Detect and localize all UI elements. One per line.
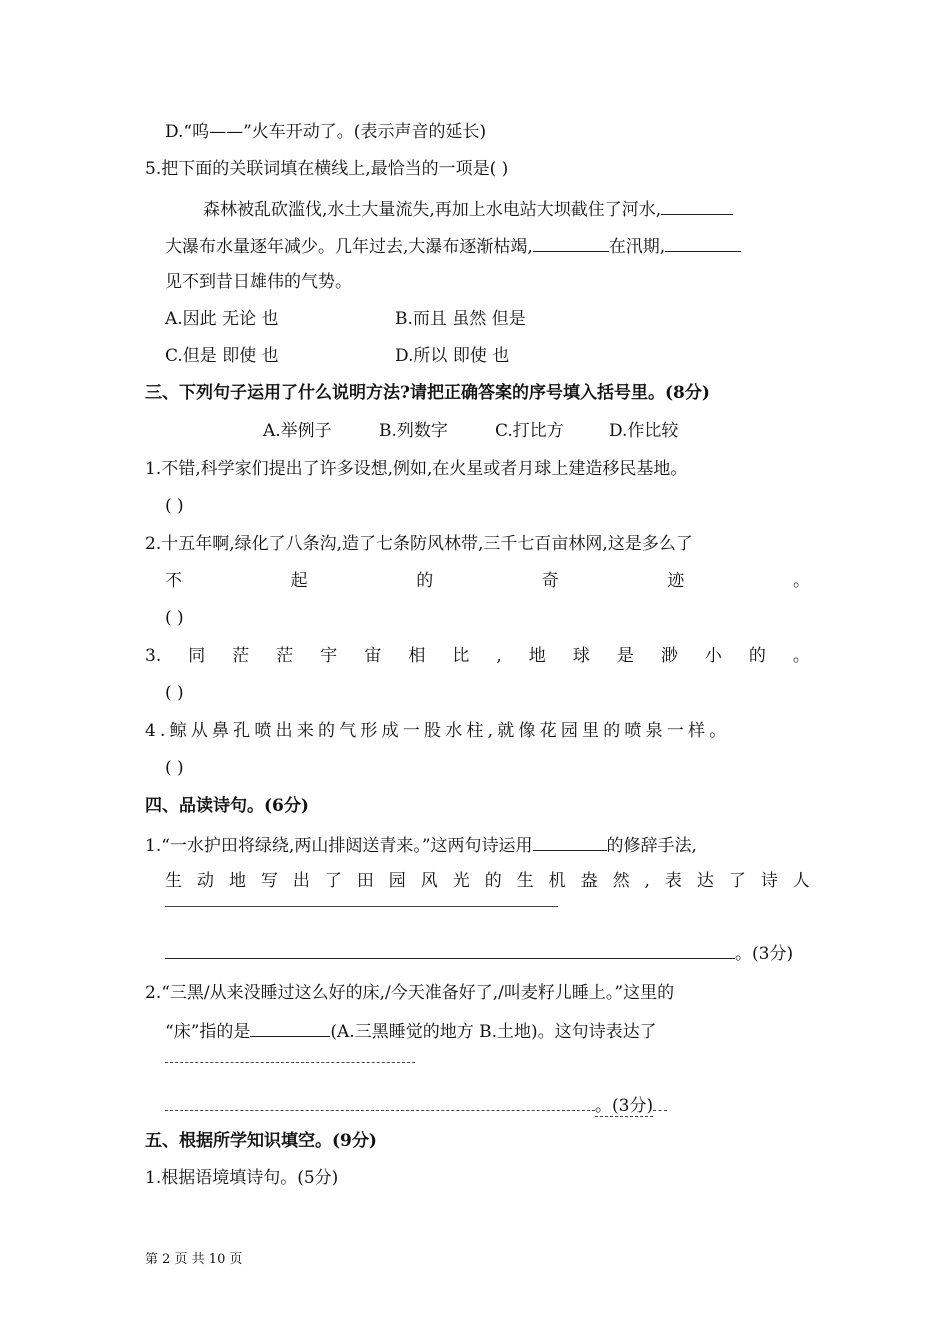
char: 比 — [452, 646, 470, 666]
char: 田 — [356, 871, 374, 891]
s4-q2-blank[interactable] — [250, 1018, 330, 1037]
char: 同 — [188, 646, 206, 666]
char: 了 — [324, 871, 342, 891]
char: 是 — [616, 646, 634, 666]
char: 的 — [748, 646, 766, 666]
q5-option-a: A.因此 无论 也 — [165, 309, 279, 329]
q5-blank-1[interactable] — [661, 196, 733, 215]
char: 。 — [792, 646, 810, 666]
s4-q2-line2 — [165, 1018, 810, 1044]
s3-q4-answer-paren[interactable]: ( ) — [165, 758, 184, 778]
q5-passage-text1: 森林被乱砍滥伐,水土大量流失,再加上水电站大坝截住了河水, — [203, 200, 662, 220]
char: 动 — [196, 871, 214, 891]
q5-blank-2[interactable] — [533, 233, 609, 252]
s3-q4: 4.鲸从鼻孔喷出来的气形成一股水柱,就像花园里的喷泉一样。 — [145, 721, 731, 741]
s5-q1: 1.根据语境填诗句。(5分) — [145, 1168, 339, 1188]
char: 球 — [572, 646, 590, 666]
s4-q2-answer-line-2[interactable] — [165, 1092, 595, 1111]
char: 宇 — [320, 646, 338, 666]
char: 了 — [728, 871, 746, 891]
char: 生 — [516, 871, 534, 891]
char: 盎 — [580, 871, 598, 891]
char: 渺 — [660, 646, 678, 666]
s3-q1: 1.不错,科学家们提出了许多设想,例如,在火星或者月球上建造移民基地。 — [145, 459, 688, 479]
q5-options-row2 — [165, 344, 810, 368]
char: 出 — [292, 871, 310, 891]
q5-stem: 5.把下面的关联词填在横线上,最恰当的一项是( ) — [145, 159, 509, 179]
s4-q2-answer-row2 — [165, 1092, 810, 1118]
q5-passage-line2 — [165, 233, 810, 259]
q5-passage-line3: 见不到昔日雄伟的气势。 — [165, 272, 352, 292]
q5-passage-text2a: 大瀑布水量逐年减少。几年过去,大瀑布逐渐枯竭, — [165, 237, 533, 257]
s4-q2-answer-line-1[interactable] — [165, 1062, 415, 1063]
char: 诗 — [760, 871, 778, 891]
section4-title: 四、品读诗句。(6分) — [145, 796, 309, 816]
char: , — [644, 871, 650, 891]
choice-c: C.打比方 — [495, 421, 564, 441]
choice-b: B.列数字 — [379, 421, 448, 441]
char: 相 — [408, 646, 426, 666]
choice-d: D.作比较 — [609, 421, 679, 441]
s4-q2-line1: 2.“三黑/从来没睡过这么好的床,/今天准备好了,/叫麦籽儿睡上。”这里的 — [145, 983, 675, 1003]
q5-option-d: D.所以 即使 也 — [395, 346, 510, 366]
q5-passage-line1 — [203, 196, 810, 222]
char: 地 — [528, 646, 546, 666]
char: 迹 — [667, 571, 685, 591]
char: 写 — [260, 871, 278, 891]
char: 。 — [792, 571, 810, 591]
char: 机 — [548, 871, 566, 891]
char: 3. — [145, 646, 162, 666]
char: 的 — [416, 571, 434, 591]
char: 人 — [792, 871, 810, 891]
page-footer: 第 2 页 共 10 页 — [145, 1252, 243, 1267]
char: 宙 — [364, 646, 382, 666]
s4-q2-text-a: “床”指的是 — [165, 1022, 251, 1042]
char: 风 — [420, 871, 438, 891]
char: 小 — [704, 646, 722, 666]
section5-title: 五、根据所学知识填空。(9分) — [145, 1131, 377, 1151]
char: 表 — [664, 871, 682, 891]
q4-option-d: D.“呜——”火车开动了。(表示声音的延长) — [165, 122, 487, 142]
char: 的 — [484, 871, 502, 891]
q5-passage-text2b: 在汛期, — [608, 237, 666, 257]
s3-q3-answer-paren[interactable]: ( ) — [165, 683, 184, 703]
char: 光 — [452, 871, 470, 891]
char: 奇 — [541, 571, 559, 591]
s4-q1-line2 — [165, 869, 810, 893]
char: 园 — [388, 871, 406, 891]
section3-choices — [263, 419, 723, 443]
choice-a: A.举例子 — [263, 421, 332, 441]
char: 地 — [228, 871, 246, 891]
s3-q2-answer-paren[interactable]: ( ) — [165, 608, 184, 628]
s4-q2-score: 。(3分) — [595, 1096, 654, 1116]
char: 茫 — [276, 646, 294, 666]
q5-option-b: B.而且 虽然 但是 — [395, 309, 526, 329]
s3-q2-line2 — [165, 569, 810, 593]
s4-q2-text-b: (A.三黑睡觉的地方 B.土地)。这句诗表达了 — [330, 1022, 657, 1042]
s4-q2-trailing-dash — [653, 1092, 667, 1111]
char: , — [496, 646, 502, 666]
q5-option-c: C.但是 即使 也 — [165, 346, 279, 366]
char: 生 — [165, 871, 182, 891]
q5-options-row1 — [165, 307, 810, 331]
s4-q1-line1 — [145, 832, 810, 858]
s3-q1-answer-paren[interactable]: ( ) — [165, 496, 184, 516]
q5-blank-3[interactable] — [665, 233, 741, 252]
s4-q1-text-b: 的修辞手法, — [606, 836, 697, 856]
s3-q3-line — [145, 644, 810, 668]
s4-q1-answer-line-2[interactable] — [165, 940, 735, 959]
char: 茫 — [232, 646, 250, 666]
s4-q1-answer-line-1[interactable] — [165, 906, 558, 907]
s4-q1-text-a: 1.“一水护田将绿绕,两山排闼送青来。”这两句诗运用 — [145, 836, 533, 856]
char: 起 — [290, 571, 308, 591]
s4-q1-score: 。(3分) — [735, 944, 794, 964]
char: 不 — [165, 571, 182, 591]
char: 然 — [612, 871, 630, 891]
char: 达 — [696, 871, 714, 891]
s4-q1-answer-row2 — [165, 940, 810, 966]
s3-q2-line1: 2.十五年啊,绿化了八条沟,造了七条防风林带,三千七百亩林网,这是多么了 — [145, 534, 693, 554]
s4-q1-blank[interactable] — [533, 832, 607, 851]
section3-title: 三、下列句子运用了什么说明方法?请把正确答案的序号填入括号里。(8分) — [145, 383, 710, 403]
